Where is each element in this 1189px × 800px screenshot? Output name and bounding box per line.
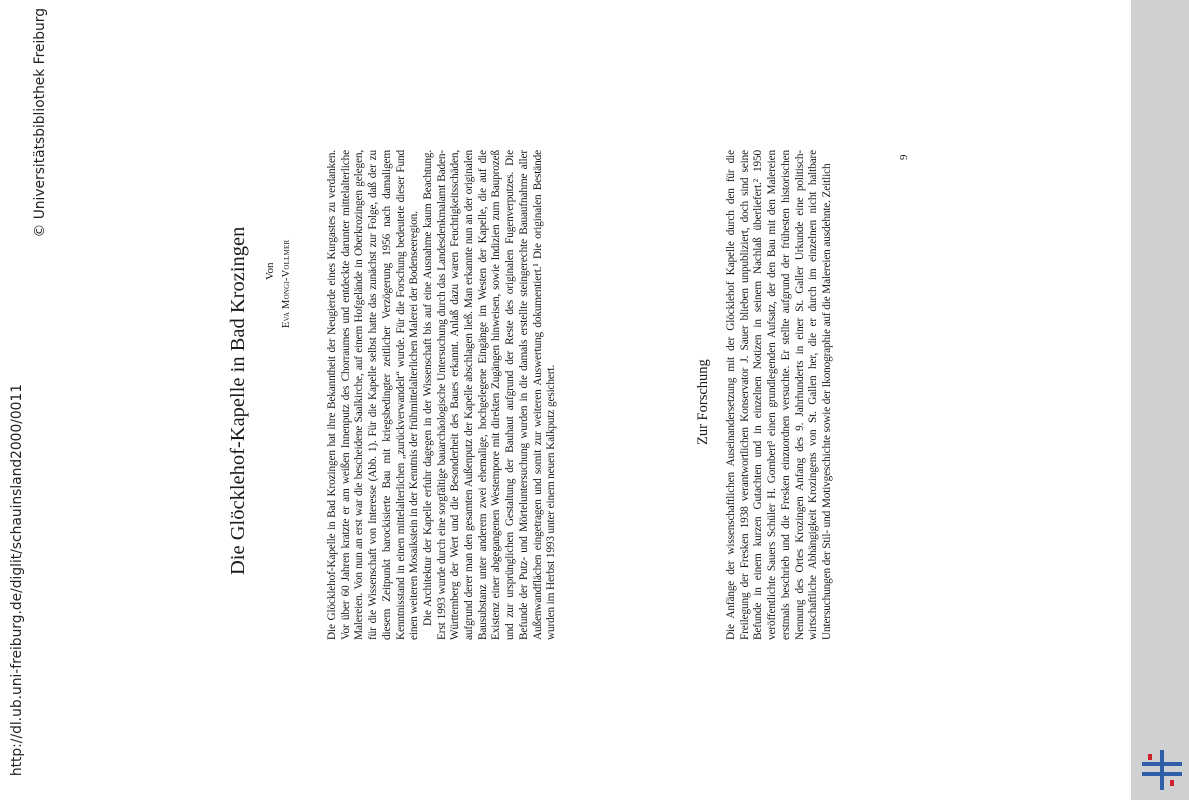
logo-accent-left — [1148, 754, 1152, 760]
article-author: Eva Mongi-Vollmer — [281, 239, 292, 328]
logo-accent-right — [1170, 780, 1174, 786]
section-heading: Zur Forschung — [695, 359, 711, 445]
source-strip — [0, 0, 58, 800]
copyright-notice: © Universitätsbibliothek Freiburg — [32, 8, 48, 238]
page-number: 9 — [898, 154, 910, 160]
section-text — [725, 150, 835, 640]
section-paragraph: Die Anfänge der wissenschaftlichen Auseinandersetzung mit der Glöcklehof Kapelle durch den für die Freilegung der Fresken 1938 verantwortlichen Konservator J. Sauer blieben unpubliziert, doch sind seine Befunde in einem kurzen Gutachten und in einzelnen Notizen in seinem Nachlaß überliefert.² 1950 veröffentlichte Sauers Schüler H. Gombert³ einen grundlegenden Aufsatz, der den Bau mit den Malereien erstmals beschrieb und die Fresken einzuordnen versuchte. Er stellte aufgrund der frühesten historischen Nennung des Ortes Krozingen Anfang des 9. Jahrhunderts in einer St. Galler Urkunde eine politisch-wirtschaftliche Abhängigkeit Krozingens von St. Gallen her, die er durch im einzelnen nicht haltbare Untersuchungen der Stil- und Motivgeschichte sowie der Ikonographie auf die Malereien ausdehnte. Zeitlich — [725, 150, 833, 640]
source-sidebar — [1131, 0, 1189, 800]
intro-text — [326, 150, 559, 640]
intro-paragraph: Die Glöcklehof-Kapelle in Bad Krozingen hat ihre Bekanntheit der Neugierde eines Kurgastes zu verdanken. Vor über 60 Jahren kratzte er am weißen Innenputz des Chorraumes und entdeckte darunter mittelalterliche Malereien. Von nun an erst war die bescheidene Saalkirche, auf einem Hofgelände in Oberkrozingen gelegen, für die Wissenschaft von Interesse (Abb. 1). Für die Kapelle selbst hatte das zunächst zur Folge, daß der zu diesem Zeitpunkt barockisierte Bau mit kriegsbedingter zeitlicher Verzögerung 1956 nach damaligem Kenntnisstand in einen mittelalterlichen „zurückverwandelt“ wurde. Für die Forschung bedeutete dieser Fund einen weiteren Mosaikstein in der Kenntnis der frühmittelalterlichen Malerei der Bodenseeregion. — [326, 150, 421, 640]
logo-bar-vertical — [1160, 750, 1164, 790]
ub-freiburg-logo-icon — [1140, 748, 1184, 792]
article-title: Die Glöcklehof-Kapelle in Bad Krozingen — [227, 226, 249, 575]
source-url-link[interactable]: http://dl.ub.uni-freiburg.de/diglit/schauinsland2000/0011 — [9, 384, 25, 777]
intro-paragraph: Die Architektur der Kapelle erfuhr dagegen in der Wissenschaft bis auf eine Ausnahme kaum Beachtung. Erst 1993 wurde durch eine sorgfältige bauarchäologische Untersuchung durch das Landesdenkmalamt Baden-Württemberg der Wert und die Besonderheit des Baues erkannt. Anlaß dazu waren Feuchtigkeitsschäden, aufgrund derer man den gesamten Außenputz der Kapelle abschlagen ließ. Man erkannte nun an der originalen Bausubstanz unter anderem zwei ehemalige, hochgelegene Eingänge im Westen der Kapelle, die auf die Existenz einer abgegangenen Westempore mit direkten Zugängen hinweisen, sowie Indizien zum Bauprozeß und zur ursprünglichen Gestaltung der Bauhaut aufgrund der Reste des originalen Fugenverputzes. Die Befunde der Putz- und Mörteluntersuchung wurden in die damals erstellte steingerechte Bauaufnahme aller Außenwandflächen eingetragen und somit zur weiteren Auswertung dokumentiert.¹ Die originalen Bestände wurden im Herbst 1993 unter einem neuen Kalkputz gesichert. — [421, 150, 558, 640]
byline-von: Von — [264, 262, 276, 280]
